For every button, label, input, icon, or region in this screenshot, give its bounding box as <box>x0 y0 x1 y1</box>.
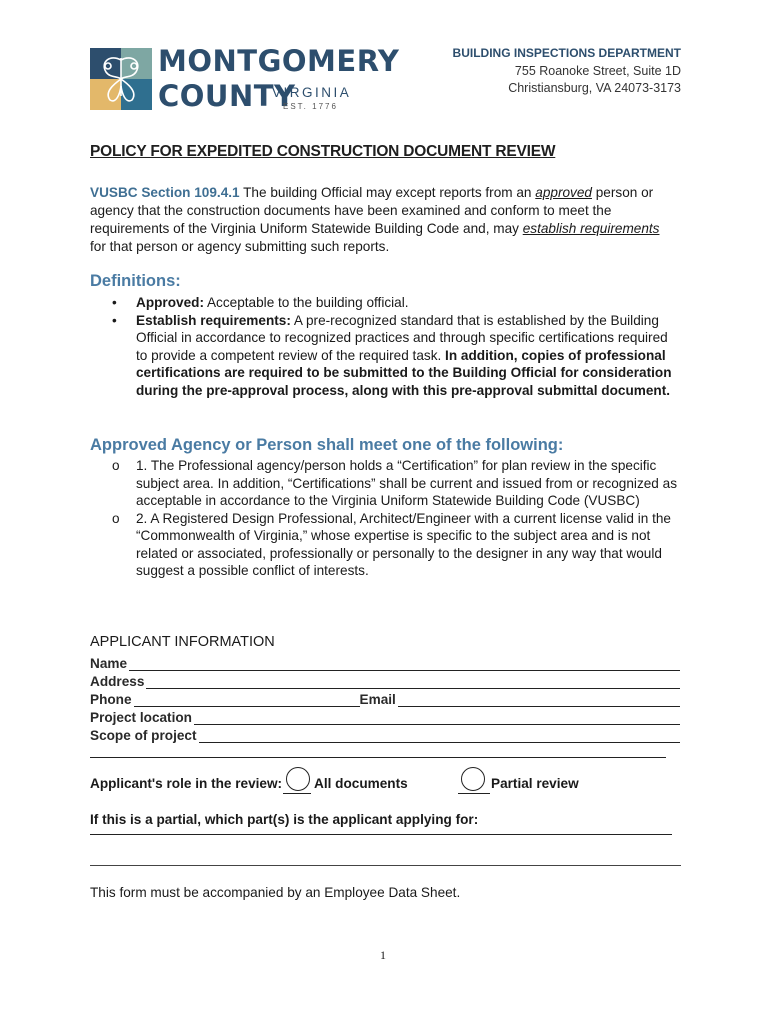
definitions-heading: Definitions: <box>90 272 181 290</box>
org-state: VIRGINIA <box>272 85 352 100</box>
department-address-line2: Christiansburg, VA 24073-3173 <box>508 81 681 95</box>
definition-bold-text: In addition, copies of professional certifications are required to be submitted to the Building Official for consideration during the pre-approval process, along with this pre-approval submittal document. <box>136 347 672 398</box>
definition-text: A pre-recognized standard that is established by the Building Official in accordance to recognized practices and through specific certifications required to provide a competent review of the required task. <box>136 312 668 363</box>
scope-label: Scope of project <box>90 728 197 743</box>
role-selection <box>90 765 690 795</box>
intro-text-1: The building Official may except reports from an <box>239 185 536 200</box>
criteria-text: 2. A Registered Design Professional, Architect/Engineer with a current license valid in the “Commonwealth of Virginia,” whose expertise is specific to the subject area and is not related or associated, professionally or personally to the designer in any way that would suggest a possible conflict of interests. <box>136 510 671 578</box>
county-logo-icon <box>90 48 152 110</box>
role-label: Applicant's role in the review: <box>90 776 283 791</box>
circle-bullet-icon: o <box>112 458 120 473</box>
project-location-label: Project location <box>90 710 192 725</box>
definition-term: Approved: <box>136 295 204 310</box>
scope-field[interactable] <box>199 729 681 743</box>
partial-parts-field[interactable] <box>90 834 672 835</box>
footer-note: This form must be accompanied by an Employee Data Sheet. <box>90 885 461 900</box>
department-name: BUILDING INSPECTIONS DEPARTMENT <box>452 46 681 60</box>
partial-question: If this is a partial, which part(s) is the applicant applying for: <box>90 812 479 827</box>
name-label: Name <box>90 656 128 671</box>
email-field[interactable] <box>398 693 680 707</box>
phone-field[interactable] <box>134 693 360 707</box>
department-address-line1: 755 Roanoke Street, Suite 1D <box>514 64 681 78</box>
criteria-text: 1. The Professional agency/person holds a “Certification” for plan review in the specific subject area. In addition, “Certifications” shall be current and issued from or recognized as acceptable in accordance to the Virginia Uniform Statewide Building Code (VUSBC) <box>136 458 678 508</box>
radio-underline <box>458 793 490 794</box>
all-documents-label: All documents <box>314 776 408 791</box>
radio-underline <box>283 793 311 794</box>
applicant-information-form <box>90 634 680 758</box>
list-item <box>90 457 680 510</box>
approved-agency-heading: Approved Agency or Person shall meet one of the following: <box>90 436 564 454</box>
address-field[interactable] <box>146 675 680 689</box>
list-item <box>90 510 680 580</box>
intro-text-2: person or agency that the construction documents have been examined and conform to meet the requirements of the Virginia Uniform Statewide Building Code and, may <box>90 185 654 236</box>
circle-bullet-icon: o <box>112 510 120 526</box>
definition-text: Acceptable to the building official. <box>203 295 409 310</box>
list-item <box>90 312 680 400</box>
intro-text-3: for that person or agency submitting such reports. <box>90 239 390 254</box>
applicant-title: APPLICANT INFORMATION <box>90 634 275 650</box>
address-label: Address <box>90 674 145 689</box>
org-name-line1: MONTGOMERY <box>158 44 400 78</box>
definitions-list <box>90 294 680 399</box>
page-number: 1 <box>380 948 386 962</box>
name-field[interactable] <box>129 657 680 671</box>
list-item <box>90 294 680 312</box>
divider <box>90 865 681 866</box>
partial-review-radio[interactable] <box>461 767 485 791</box>
section-reference: VUSBC Section 109.4.1 <box>90 185 240 200</box>
org-name-line2: COUNTY <box>158 79 296 113</box>
approved-agency-list <box>90 457 680 580</box>
bullet-icon: • <box>112 312 117 328</box>
establish-requirements-term: establish requirements <box>522 221 660 236</box>
scope-field-continuation[interactable] <box>90 743 666 758</box>
approved-term: approved <box>535 185 592 200</box>
phone-label: Phone <box>90 692 132 707</box>
all-documents-radio[interactable] <box>286 767 310 791</box>
policy-title: POLICY FOR EXPEDITED CONSTRUCTION DOCUMENT REVIEW <box>90 143 556 160</box>
intro-paragraph <box>90 184 678 256</box>
definition-term: Establish requirements: <box>136 312 291 328</box>
email-label: Email <box>359 692 396 707</box>
org-established: EST. 1776 <box>283 102 338 111</box>
partial-review-label: Partial review <box>491 776 579 791</box>
bullet-icon: • <box>112 295 117 310</box>
project-location-field[interactable] <box>194 711 680 725</box>
